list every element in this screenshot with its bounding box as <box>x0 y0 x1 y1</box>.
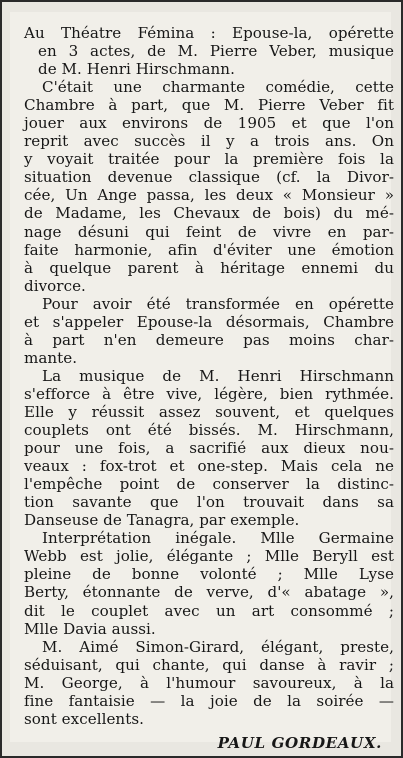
article-line: reprit avec succès il y a trois ans. On <box>24 132 394 151</box>
author-signature: PAUL GORDEAUX. <box>217 733 382 752</box>
article-line: y voyait traitée pour la première fois la <box>24 150 394 169</box>
article-line: à part n'en demeure pas moins char- <box>24 330 394 349</box>
article-line: de M. Henri Hirschmann. <box>38 60 235 79</box>
article-line: situation devenue classique (cf. la Divor- <box>24 168 394 187</box>
article-line: jouer aux environs de 1905 et que l'on <box>24 114 394 133</box>
article-line: s'efforce à être vive, légère, bien rythmée. <box>24 384 394 403</box>
article-line: Elle y réussit assez souvent, et quelques <box>24 402 394 421</box>
clipping-paper <box>10 12 394 752</box>
article-line: mante. <box>24 348 78 367</box>
article-line: pour une fois, a sacrifié aux dieux nou- <box>24 439 394 458</box>
article-line: Interprétation inégale. Mlle Germaine <box>42 529 394 548</box>
article-line: veaux : fox-trot et one-step. Mais cela ne <box>24 457 394 476</box>
article-line: à quelque parent à héritage ennemi du <box>24 258 394 277</box>
article-line: en 3 actes, de M. Pierre Veber, musique <box>38 42 394 61</box>
article-line: C'était une charmante comédie, cette <box>42 78 394 97</box>
article-line: l'empêche point de conserver la distinc- <box>24 475 394 494</box>
article-line: Mlle Davia aussi. <box>24 619 156 638</box>
article-line: pleine de bonne volonté ; Mlle Lyse <box>24 565 394 584</box>
article-line: divorce. <box>24 276 86 295</box>
article-line: et s'appeler Epouse-la désormais, Chambre <box>24 312 394 331</box>
article-line: nage désuni qui feint de vivre en par- <box>24 222 394 241</box>
article-line: Chambre à part, que M. Pierre Veber fit <box>24 96 394 115</box>
article-line: Danseuse de Tanagra, par exemple. <box>24 511 300 530</box>
article-line: La musique de M. Henri Hirschmann <box>42 366 394 385</box>
article-line: M. George, à l'humour savoureux, à la <box>24 673 394 692</box>
article-line: Webb est jolie, élégante ; Mlle Beryll est <box>24 547 394 566</box>
article-line: couplets ont été bissés. M. Hirschmann, <box>24 421 394 440</box>
article-line: Pour avoir été transformée en opérette <box>42 294 394 313</box>
article-line: sont excellents. <box>24 709 144 728</box>
article-line: fine fantaisie — la joie de la soirée — <box>24 691 394 710</box>
article-line: tion savante que l'on trouvait dans sa <box>24 493 394 512</box>
article-line: Berty, étonnante de verve, d'« abatage », <box>24 583 394 602</box>
article-line: Au Théatre Fémina : Epouse-la, opérette <box>24 24 394 42</box>
article-line: cée, Un Ange passa, les deux « Monsieur » <box>24 186 394 205</box>
article-line: M. Aimé Simon-Girard, élégant, preste, <box>42 637 394 656</box>
article-line: faite harmonie, afin d'éviter une émotion <box>24 240 394 259</box>
article-line: de Madame, les Chevaux de bois) du mé- <box>24 204 394 223</box>
article-column <box>24 24 394 752</box>
article-line: séduisant, qui chante, qui danse à ravir ; <box>24 655 394 674</box>
article-line: dit le couplet avec un art consommé ; <box>24 601 394 620</box>
